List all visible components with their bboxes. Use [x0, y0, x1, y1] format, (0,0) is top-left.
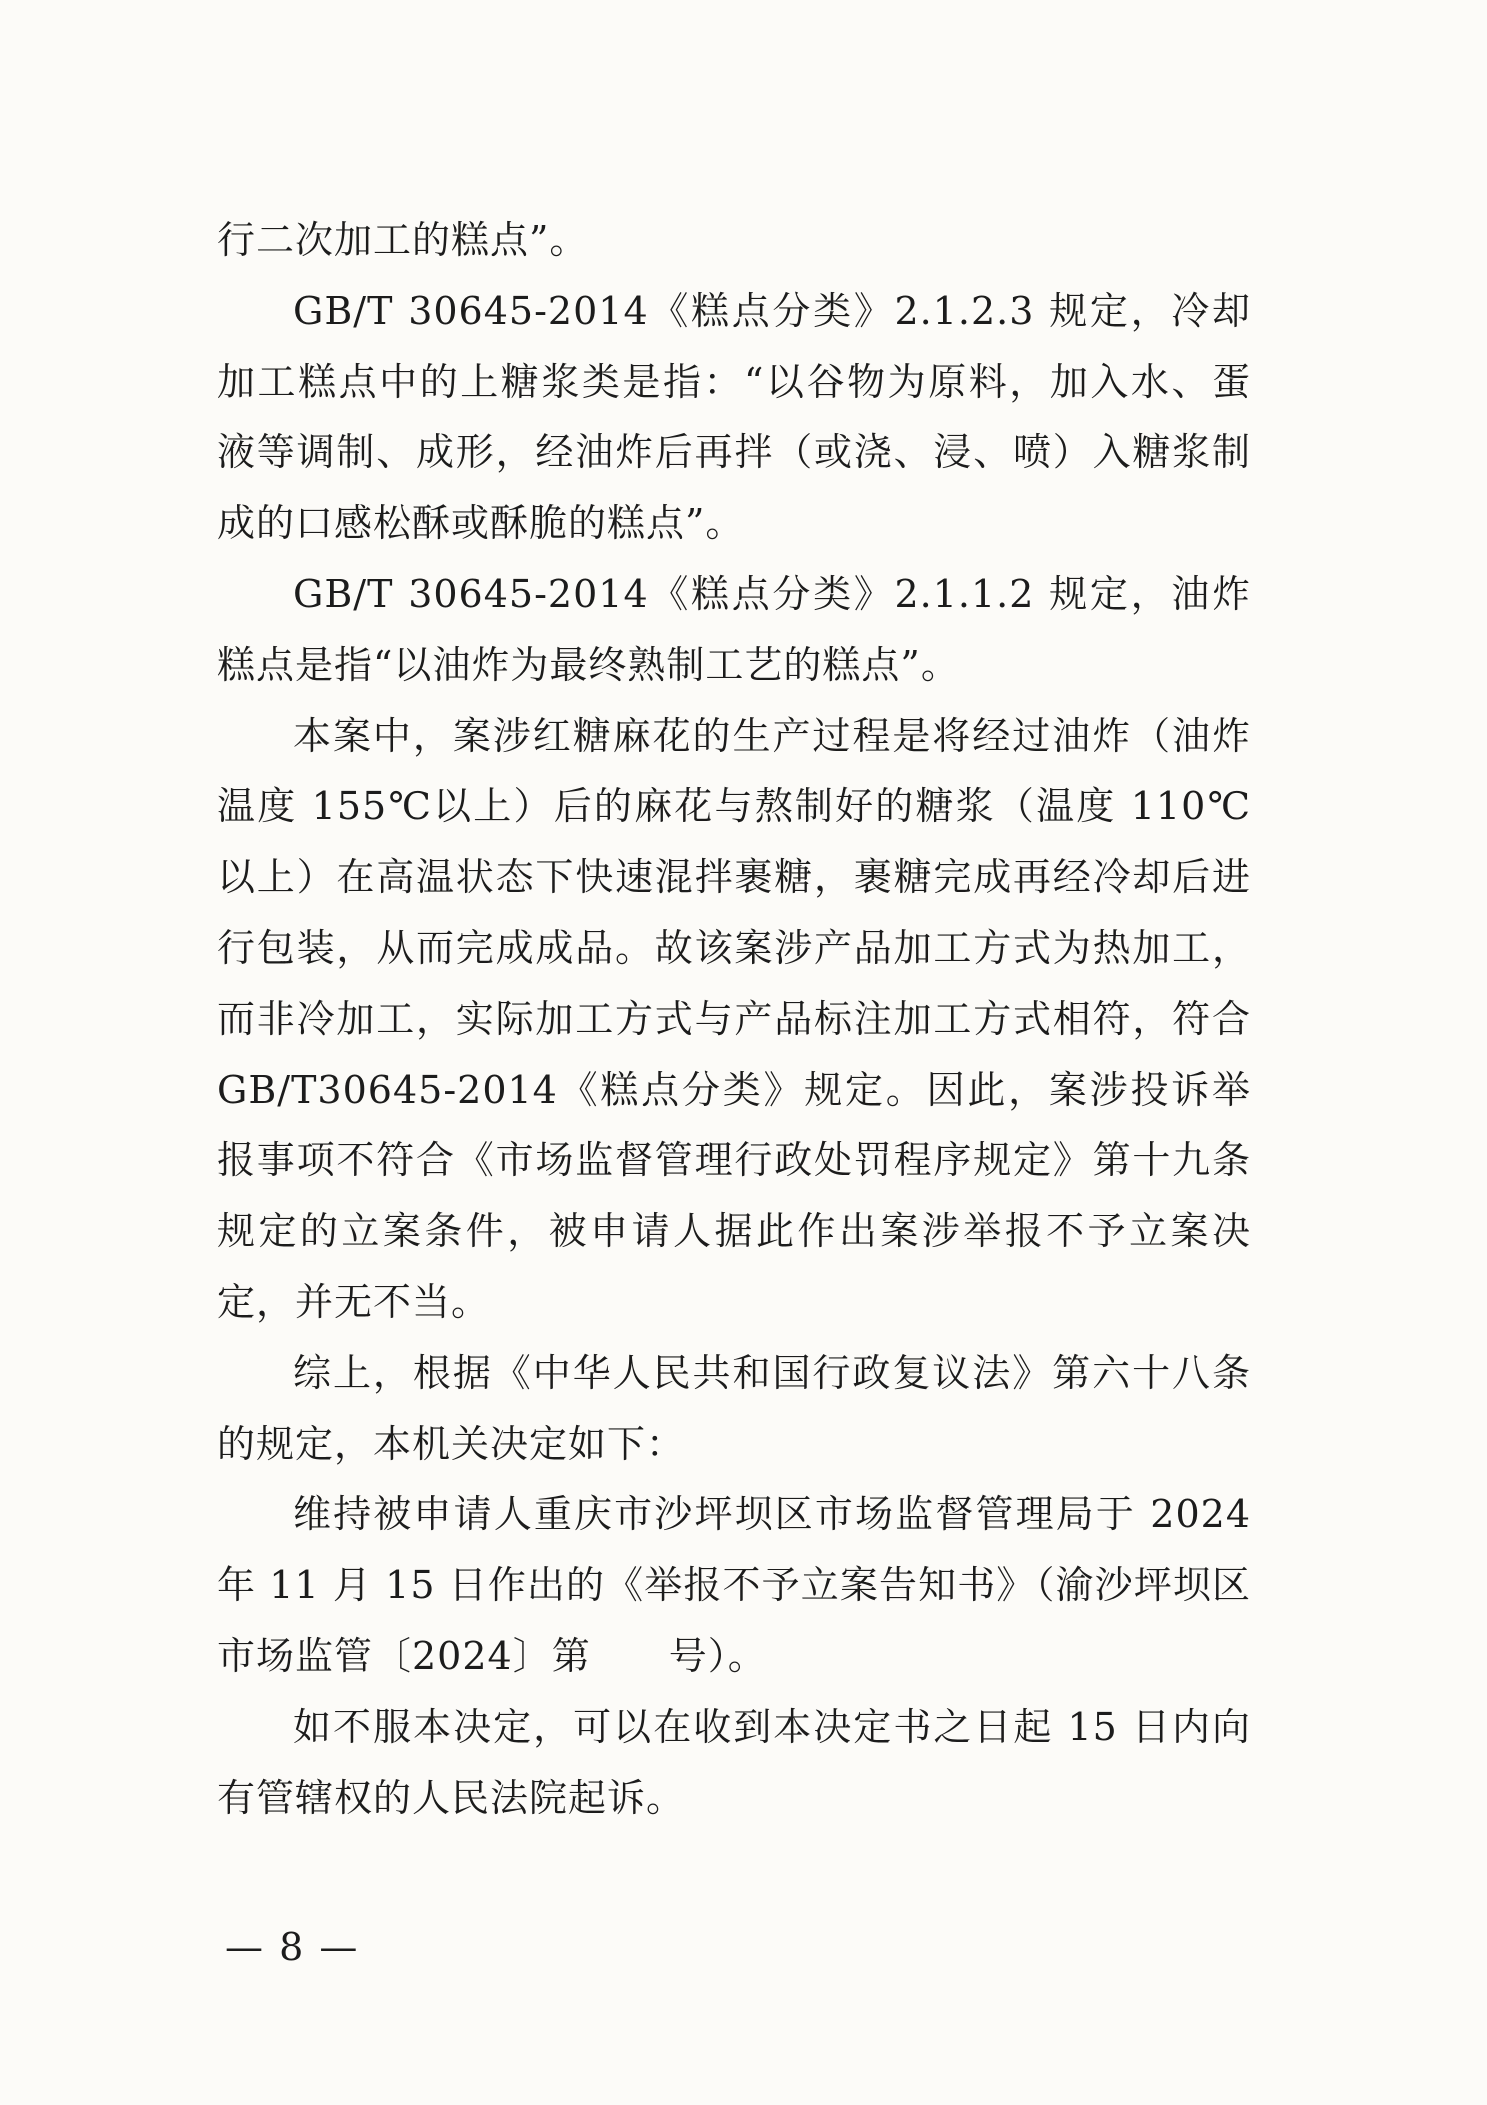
- paragraph-standard-cold-processing: GB/T 30645-2014《糕点分类》2.1.2.3 规定，冷却加工糕点中的上糖浆类是指：“以谷物为原料，加入水、蛋液等调制、成形，经油炸后再拌（或浇、浸、喷）入糖浆制成的口感松酥或酥脆的糕点”。: [217, 288, 1251, 546]
- paragraph-continuation: 行二次加工的糕点”。: [217, 218, 589, 262]
- page-number: — 8 —: [225, 1925, 360, 1969]
- document-body: [217, 205, 1251, 1833]
- paragraph-standard-fried: GB/T 30645-2014《糕点分类》2.1.1.2 规定，油炸糕点是指“以油炸为最终熟制工艺的糕点”。: [217, 571, 1251, 687]
- paragraph-decision: 维持被申请人重庆市沙坪坝区市场监督管理局于 2024 年 11 月 15 日作出的《举报不予立案告知书》（渝沙坪坝区市场监管〔2024〕第 号）。: [217, 1492, 1251, 1678]
- paragraph-case-analysis: 本案中，案涉红糖麻花的生产过程是将经过油炸（油炸温度 155℃以上）后的麻花与熬制好的糖浆（温度 110℃以上）在高温状态下快速混拌裹糖，裹糖完成再经冷却后进行包装，从而完成成品。故该案涉产品加工方式为热加工，而非冷加工，实际加工方式与产品标注加工方式相符，符合 GB/T30645-2014《糕点分类》规定。因此，案涉投诉举报事项不符合《市场监督管理行政处罚程序规定》第十九条规定的立案条件，被申请人据此作出案涉举报不予立案决定，并无不当。: [217, 713, 1251, 1324]
- paragraph-appeal-notice: 如不服本决定，可以在收到本决定书之日起 15 日内向有管辖权的人民法院起诉。: [217, 1704, 1251, 1820]
- paragraph-conclusion-intro: 综上，根据《中华人民共和国行政复议法》第六十八条的规定，本机关决定如下：: [217, 1350, 1251, 1466]
